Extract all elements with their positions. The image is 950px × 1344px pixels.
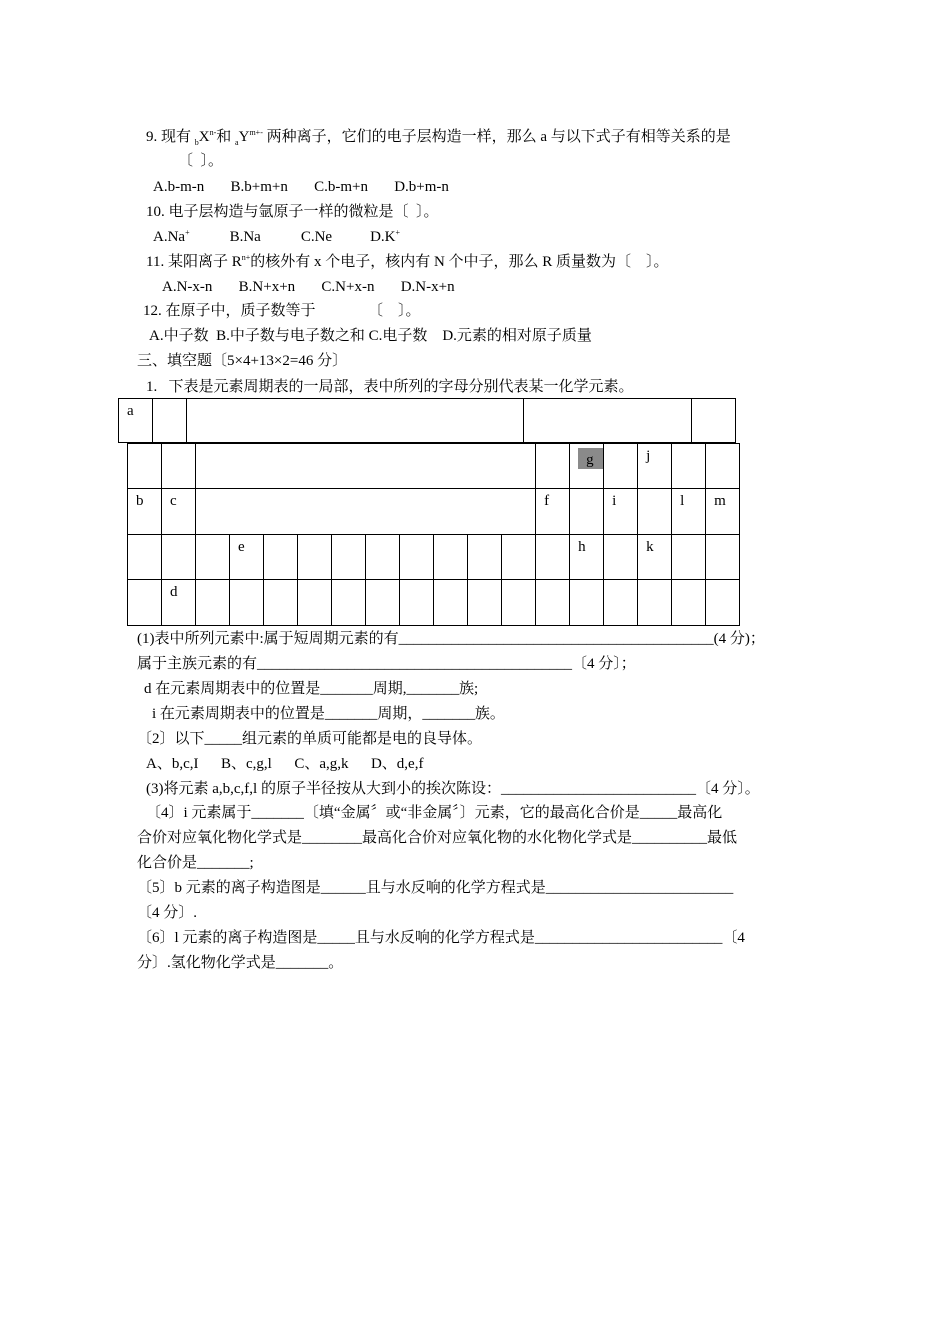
empty-cell: [264, 535, 298, 580]
element-cell-d: d: [162, 580, 196, 626]
empty-cell: [128, 580, 162, 626]
empty-cell: [434, 535, 468, 580]
transition-gap: [196, 444, 536, 489]
element-cell-j: j: [638, 444, 672, 489]
element-cell-k: k: [638, 535, 672, 580]
q9-options: A.b-m-n B.b+m+n C.b-m+n D.b+m-n: [153, 179, 449, 195]
empty-cell: [502, 580, 536, 626]
period-5-row: [128, 580, 740, 626]
q10-stem: 10. 电子层构造与氩原子一样的微粒是〔 〕。: [146, 204, 439, 220]
sub6-line-1: 〔6〕l 元素的离子构造图是_____且与水反响的化学方程式是_________________________〔4: [137, 930, 745, 946]
period-4-row: [128, 535, 740, 580]
sub2-options: A、b,c,I B、c,g,l C、a,g,k D、d,e,f: [146, 756, 424, 772]
element-cell-m: m: [706, 489, 740, 535]
empty-cell: [187, 399, 524, 443]
empty-cell: [638, 489, 672, 535]
empty-cell: [162, 535, 196, 580]
empty-cell: [524, 399, 692, 443]
empty-cell: [153, 399, 187, 443]
element-cell-f: f: [536, 489, 570, 535]
empty-cell: [604, 580, 638, 626]
empty-cell: [230, 580, 264, 626]
empty-cell: [468, 535, 502, 580]
sub4-line-1: 〔4〕i 元素属于_______〔填“金属〞或“非金属〞〕元素，它的最高化合价是_____最高化: [146, 805, 723, 821]
empty-cell: [162, 444, 196, 489]
element-cell-i: i: [604, 489, 638, 535]
q9-answer-bracket: 〔 〕。: [178, 153, 224, 169]
sub1-line-1: (1)表中所列元素中:属于短周期元素的有__________________________________________(4 分)；: [137, 631, 765, 647]
fill-1-intro: 1. 下表是元素周期表的一局部，表中所列的字母分别代表某一化学元素。: [146, 379, 634, 395]
empty-cell: [536, 580, 570, 626]
empty-cell: [570, 489, 604, 535]
q10-option-d: D.K+: [370, 228, 401, 245]
empty-cell: [366, 580, 400, 626]
period-2-row: [128, 444, 740, 489]
sub5-line-1: 〔5〕b 元素的离子构造图是______且与水反响的化学方程式是_________________________: [137, 880, 734, 896]
empty-cell: [264, 580, 298, 626]
empty-cell: [434, 580, 468, 626]
element-cell-b: b: [128, 489, 162, 535]
empty-cell: [332, 580, 366, 626]
empty-cell: [332, 535, 366, 580]
transition-gap: [196, 489, 536, 535]
element-cell-h: h: [570, 535, 604, 580]
q12-options: A.中子数 B.中子数与电子数之和 C.电子数 D.元素的相对原子质量: [149, 328, 592, 344]
period-3-row: [128, 489, 740, 535]
element-cell-g: g: [570, 444, 604, 489]
empty-cell: [672, 444, 706, 489]
sub5-line-2: 〔4 分〕.: [137, 905, 198, 921]
empty-cell: [536, 535, 570, 580]
element-cell-e: e: [230, 535, 264, 580]
empty-cell: [570, 580, 604, 626]
empty-cell: [502, 535, 536, 580]
empty-cell: [604, 444, 638, 489]
empty-cell: [672, 535, 706, 580]
empty-cell: [638, 580, 672, 626]
empty-cell: [298, 580, 332, 626]
empty-cell: [706, 580, 740, 626]
q10-option-b: B.Na: [229, 229, 261, 245]
element-cell-a: a: [119, 399, 153, 443]
q9-stem: 9. 现有 $_bX^{n-}$和 $_aY^{m+-}$ 两种离子，它们的电子层构造一样，那么 a 与以下式子有相等关系的是: [146, 128, 731, 147]
empty-cell: [366, 535, 400, 580]
sub4-line-3: 化合价是_______;: [137, 855, 254, 871]
empty-cell: [196, 535, 230, 580]
sub1-line-4: i 在元素周期表中的位置是_______周期，_______族。: [152, 706, 505, 722]
periodic-table-main: [127, 443, 740, 626]
periodic-table-row-1: [118, 398, 736, 443]
element-cell-l: l: [672, 489, 706, 535]
sub2-stem: 〔2〕以下_____组元素的单质可能都是电的良导体。: [137, 731, 483, 747]
sub4-line-2: 合价对应氧化物化学式是________最高化合价对应氧化物的水化物化学式是__________最低: [137, 830, 738, 846]
empty-cell: [692, 399, 736, 443]
q10-options: [153, 227, 400, 247]
empty-cell: [196, 580, 230, 626]
sub1-line-2: 属于主族元素的有__________________________________________〔4 分〕；: [137, 656, 636, 672]
empty-cell: [536, 444, 570, 489]
empty-cell: [672, 580, 706, 626]
empty-cell: [128, 444, 162, 489]
element-cell-c: c: [162, 489, 196, 535]
sub6-line-2: 分〕.氢化物化学式是_______。: [137, 955, 344, 971]
q10-option-a: A.Na+: [153, 228, 190, 245]
section-3-title: 三、填空题〔5×4+13×2=46 分〕: [137, 353, 348, 369]
q10-option-c: C.Ne: [300, 229, 333, 245]
empty-cell: [706, 444, 740, 489]
empty-cell: [468, 580, 502, 626]
sub3-text: (3)将元素 a,b,c,f,l 的原子半径按从大到小的挨次陈设：__________________________〔4 分〕。: [146, 781, 760, 797]
empty-cell: [298, 535, 332, 580]
q11-stem: 11. 某阳离子 $R^{n+}$的核外有 x 个电子，核内有 N 个中子，那么 R 质量数为〔 〕。: [146, 253, 669, 270]
empty-cell: [706, 535, 740, 580]
sub1-line-3: d 在元素周期表中的位置是_______周期,_______族;: [144, 681, 479, 697]
empty-cell: [400, 535, 434, 580]
q12-stem: 12. 在原子中，质子数等于 〔 〕。: [143, 303, 421, 319]
empty-cell: [604, 535, 638, 580]
empty-cell: [128, 535, 162, 580]
empty-cell: [400, 580, 434, 626]
q11-options: A.N-x-n B.N+x+n C.N+x-n D.N-x+n: [162, 279, 455, 295]
